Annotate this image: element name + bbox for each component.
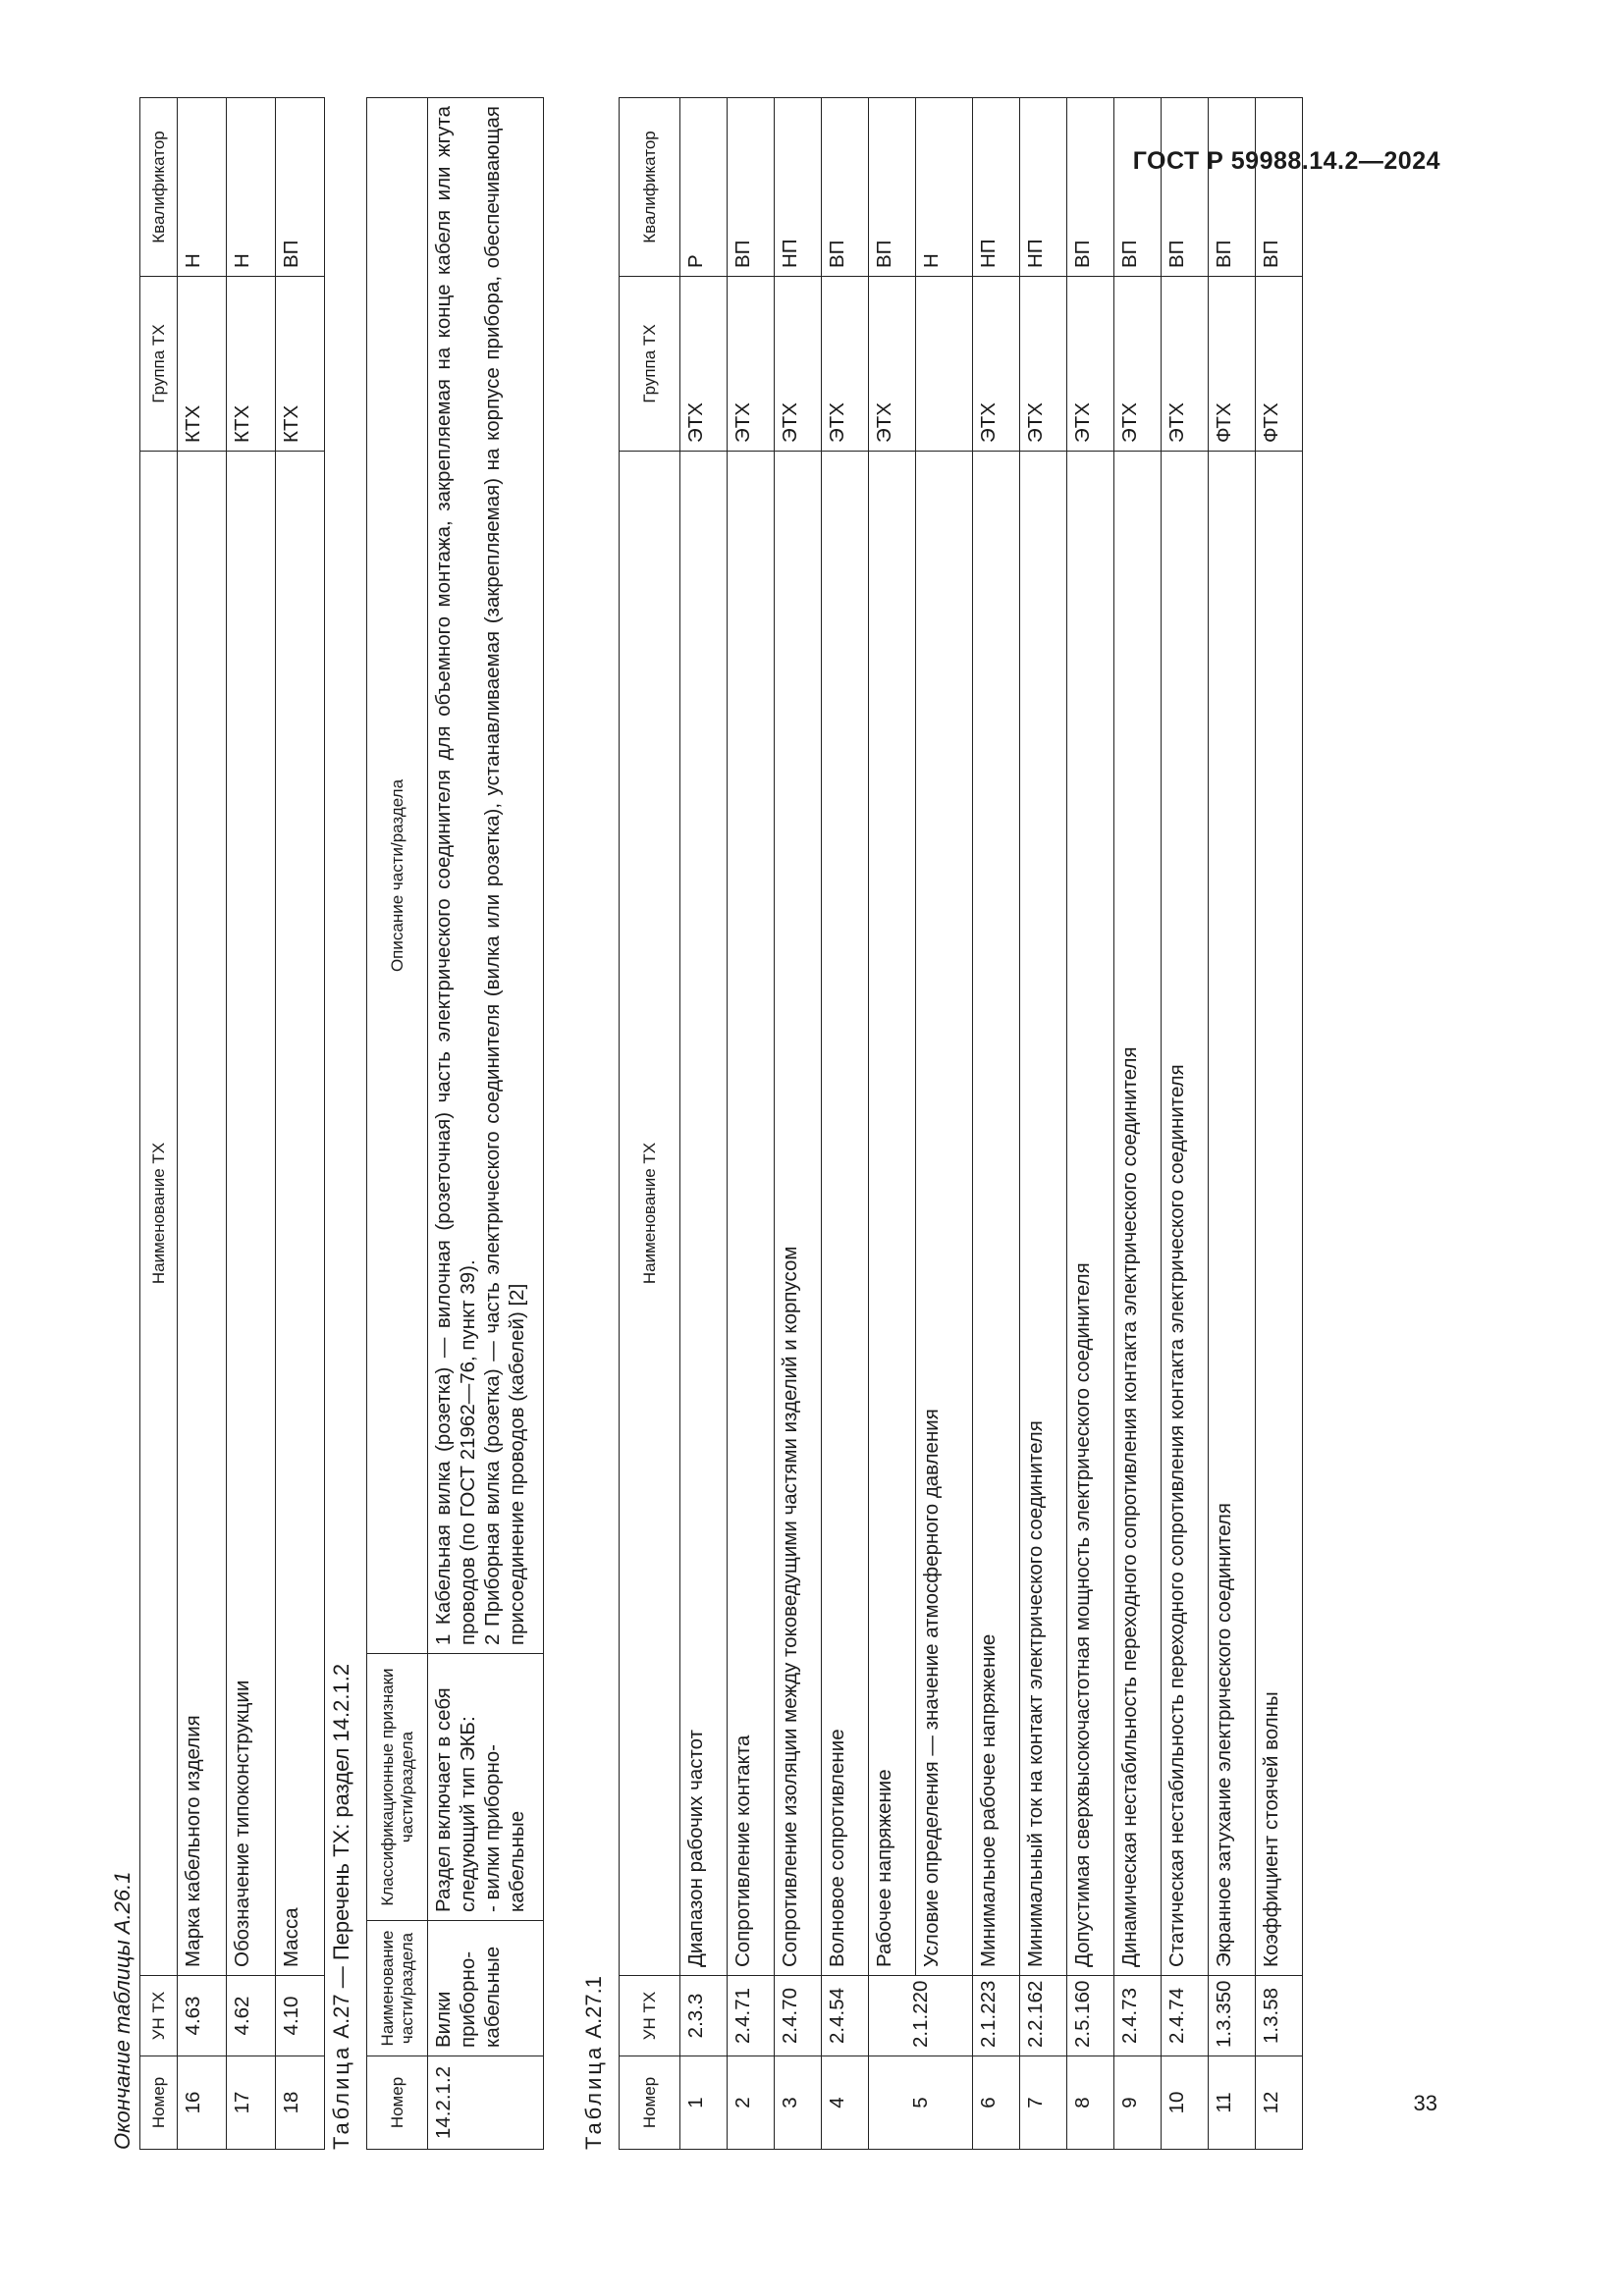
cell-number: 9	[1114, 2056, 1162, 2150]
cell-group: КТХ	[178, 277, 227, 452]
cell-group: ЭТХ	[680, 277, 728, 452]
table-header-row	[367, 98, 428, 2150]
table-row	[276, 98, 325, 2150]
cell-name: Марка кабельного изделия	[178, 452, 227, 1976]
col-header-name: Наименование ТХ	[140, 452, 178, 1976]
page-number: 33	[1413, 2091, 1437, 2115]
cell-group: ФТХ	[1256, 277, 1303, 452]
col-header-part-name: Наименование части/раздела	[367, 1921, 428, 2056]
col-header-un: УН ТХ	[620, 1976, 680, 2056]
cell-qualifier: ВП	[869, 98, 916, 277]
col-header-number: Номер	[140, 2056, 178, 2150]
table-a27-caption	[329, 1664, 355, 2150]
table-row	[822, 98, 869, 2150]
document-code: ГОСТ Р 59988.14.2—2024	[1132, 147, 1440, 175]
cell-number: 8	[1067, 2056, 1114, 2150]
cell-qualifier: Р	[680, 98, 728, 277]
cell-name: Волновое сопротивление	[822, 452, 869, 1976]
cell-qualifier: ВП	[276, 98, 325, 277]
cell-un: 2.4.74	[1162, 1976, 1209, 2056]
cell-qualifier: Н	[227, 98, 276, 277]
cell-name: Обозначение типоконструкции	[227, 452, 276, 1976]
table-row	[227, 98, 276, 2150]
cell-qualifier: ВП	[1162, 98, 1209, 277]
cell-group: ЭТХ	[1162, 277, 1209, 452]
table-a26-end	[139, 97, 325, 2150]
cell-group: КТХ	[276, 277, 325, 452]
cell-number: 12	[1256, 2056, 1303, 2150]
table-row	[178, 98, 227, 2150]
col-header-description: Описание части/раздела	[367, 98, 428, 1654]
cell-group: ЭТХ	[775, 277, 822, 452]
cell-qualifier: ВП	[1067, 98, 1114, 277]
description-item-2: 2 Приборная вилка (розетка) — часть электрического соединителя (вилка или розетка), устанавливаемая (закрепляемая) на корпусе прибора, обеспечивающая присоединение проводов (кабелей) [2]	[481, 106, 528, 1645]
col-header-number: Номер	[620, 2056, 680, 2150]
table-row	[728, 98, 775, 2150]
cell-name: Сопротивление изоляции между токоведущими частями изделий и корпусом	[775, 452, 822, 1976]
table-row	[1256, 98, 1303, 2150]
cell-group: ЭТХ	[973, 277, 1020, 452]
cell-group: ЭТХ	[1020, 277, 1067, 452]
table-row	[1067, 98, 1114, 2150]
col-header-qualifier: Квалификатор	[620, 98, 680, 277]
cell-qualifier: ВП	[1114, 98, 1162, 277]
cell-name: Диапазон рабочих частот	[680, 452, 728, 1976]
cell-qualifier: НП	[1020, 98, 1067, 277]
table-a27	[366, 97, 544, 2150]
cell-name: Масса	[276, 452, 325, 1976]
table-row	[869, 98, 916, 2150]
cell-name: Экранное затухание электрического соединителя	[1209, 452, 1256, 1976]
table-row	[680, 98, 728, 2150]
col-header-qualifier: Квалификатор	[140, 98, 178, 277]
col-header-group: Группа ТХ	[140, 277, 178, 452]
table-row	[1114, 98, 1162, 2150]
cell-un: 2.4.70	[775, 1976, 822, 2056]
cell-name: Динамическая нестабильность переходного сопротивления контакта электрического соединителя	[1114, 452, 1162, 1976]
description-item-1: 1 Кабельная вилка (розетка) — вилочная (розеточная) часть электрического соединителя для объемного монтажа, закрепляемая на конце кабеля или жгута проводов (по ГОСТ 21962—76, пункт 39).	[432, 106, 479, 1645]
cell-name: Коэффициент стоячей волны	[1256, 452, 1303, 1976]
cell-qualifier: ВП	[1209, 98, 1256, 277]
cell-un: 2.1.223	[973, 1976, 1020, 2056]
cell-group: ЭТХ	[1067, 277, 1114, 452]
cell-group: ЭТХ	[869, 277, 916, 452]
cell-description	[428, 98, 544, 1654]
features-item: - вилки приборно-кабельные	[481, 1744, 528, 1912]
col-header-name: Наименование ТХ	[620, 452, 680, 1976]
col-header-group: Группа ТХ	[620, 277, 680, 452]
caption-prefix: Таблица	[581, 2044, 606, 2150]
cell-number: 5	[869, 2056, 973, 2150]
cell-un: 2.1.220	[869, 1976, 973, 2056]
table-header-row	[620, 98, 680, 2150]
cell-un: 1.3.58	[1256, 1976, 1303, 2056]
cell-number: 16	[178, 2056, 227, 2150]
cell-part-name: Вилки приборно-кабельные	[428, 1921, 544, 2056]
cell-number: 11	[1209, 2056, 1256, 2150]
cell-group: ЭТХ	[1114, 277, 1162, 452]
col-header-un: УН ТХ	[140, 1976, 178, 2056]
cell-qualifier: НП	[973, 98, 1020, 277]
cell-un: 4.62	[227, 1976, 276, 2056]
cell-sub-group	[916, 277, 973, 452]
cell-un: 2.2.162	[1020, 1976, 1067, 2056]
cell-number: 10	[1162, 2056, 1209, 2150]
cell-un: 4.63	[178, 1976, 227, 2056]
table-header-row	[140, 98, 178, 2150]
cell-number: 18	[276, 2056, 325, 2150]
cell-un: 2.5.160	[1067, 1976, 1114, 2056]
cell-group: ЭТХ	[822, 277, 869, 452]
cell-features	[428, 1654, 544, 1921]
cell-name: Рабочее напряжение	[869, 452, 916, 1976]
cell-number: 1	[680, 2056, 728, 2150]
cell-name: Минимальное рабочее напряжение	[973, 452, 1020, 1976]
cell-number: 6	[973, 2056, 1020, 2150]
table-row	[1020, 98, 1067, 2150]
cell-group: ЭТХ	[728, 277, 775, 452]
caption-prefix: Таблица	[329, 2044, 353, 2150]
col-header-features: Классификационные признаки части/раздела	[367, 1654, 428, 1921]
table-a26-caption: Окончание таблицы А.26.1	[110, 1871, 135, 2150]
table-row	[428, 98, 544, 2150]
table-row	[973, 98, 1020, 2150]
cell-un: 4.10	[276, 1976, 325, 2056]
cell-group: ФТХ	[1209, 277, 1256, 452]
cell-un: 2.4.54	[822, 1976, 869, 2056]
cell-qualifier: Н	[178, 98, 227, 277]
cell-number: 14.2.1.2	[428, 2056, 544, 2150]
cell-qualifier: ВП	[1256, 98, 1303, 277]
cell-number: 4	[822, 2056, 869, 2150]
cell-name: Минимальный ток на контакт электрического соединителя	[1020, 452, 1067, 1976]
cell-qualifier: ВП	[728, 98, 775, 277]
caption-text: А.27.1	[581, 1976, 606, 2039]
features-text: Раздел включает в себя следующий тип ЭКБ:	[432, 1687, 479, 1912]
rotated-content	[108, 0, 1443, 2150]
cell-qualifier: ВП	[822, 98, 869, 277]
cell-un: 1.3.350	[1209, 1976, 1256, 2056]
cell-name: Допустимая сверхвысокочастотная мощность электрического соединителя	[1067, 452, 1114, 1976]
cell-number: 17	[227, 2056, 276, 2150]
cell-name: Сопротивление контакта	[728, 452, 775, 1976]
table-subrow	[916, 98, 973, 2150]
cell-qualifier: НП	[775, 98, 822, 277]
cell-number: 7	[1020, 2056, 1067, 2150]
table-a271-caption	[581, 1976, 608, 2150]
cell-sub-qualifier: Н	[916, 98, 973, 277]
col-header-number: Номер	[367, 2056, 428, 2150]
table-row	[775, 98, 822, 2150]
cell-group: КТХ	[227, 277, 276, 452]
table-row	[1162, 98, 1209, 2150]
cell-un: 2.3.3	[680, 1976, 728, 2056]
cell-un: 2.4.73	[1114, 1976, 1162, 2056]
cell-number: 3	[775, 2056, 822, 2150]
table-a271	[619, 97, 1303, 2150]
cell-un: 2.4.71	[728, 1976, 775, 2056]
cell-sub-name: Условие определения — значение атмосферного давления	[916, 452, 973, 1976]
caption-text: А.27 — Перечень ТХ: раздел 14.2.1.2	[329, 1663, 353, 2039]
cell-number: 2	[728, 2056, 775, 2150]
table-row	[1209, 98, 1256, 2150]
cell-name: Статическая нестабильность переходного сопротивления контакта электрического соединителя	[1162, 452, 1209, 1976]
